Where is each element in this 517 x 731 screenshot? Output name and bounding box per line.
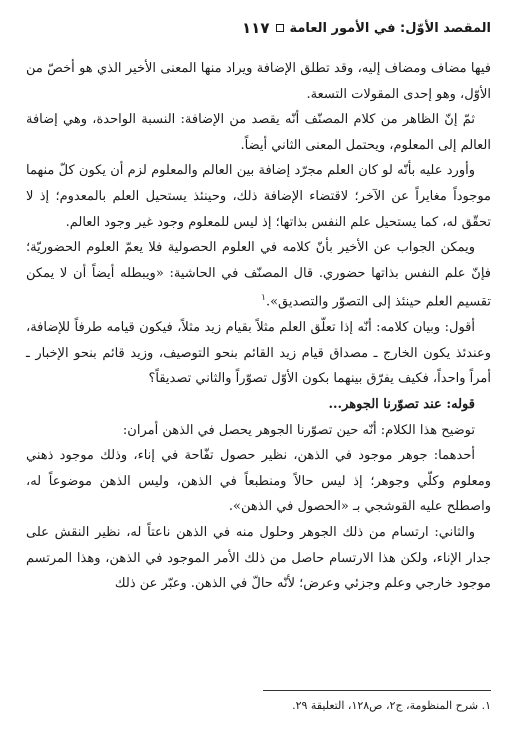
footnote — [26, 698, 491, 714]
square-separator-icon — [276, 24, 284, 32]
paragraph-5: أقول: وبيان كلامه: أنّه إذا تعلّق العلم مثلاً بقيام زيد مثلاً، فيكون قيامه طرفاً للإضافة، وعندئذ يكون الخارج ـ مصداق قيام زيد القائم بنحو التوصيف، وزيد قائم بنحو الإخبار ـ أمراً واحداً، فكيف يفرّق بينهما بكون الأوّل تصوّراً والثاني تصديقاً؟ — [26, 320, 491, 387]
paragraph-4 — [26, 235, 491, 315]
paragraph-1: فيها مضاف ومضاف إليه، وقد تطلق الإضافة ويراد منها المعنى الأخير الذي هو أخصّ من الأوّل، وهو إحدى المقولات التسعة. — [26, 61, 491, 102]
section-heading: قوله: عند تصوّرنا الجوهر... — [328, 397, 475, 413]
paragraph-8: والثاني: ارتسام من ذلك الجوهر وحلول منه في الذهن ناعتاً له، نظير النقش على جدار الإناء، ولكن هذا الارتسام حاصل من ذلك الأمر الموجود في الذهن، وهذا المرتسم موجود خارجي وعلم وجزئي وعرض؛ لأنّه حالّ في الذهن. وعبّر عن ذلك — [26, 525, 491, 592]
paragraph-4-text: ويمكن الجواب عن الأخير بأنّ كلامه في العلوم الحصولية فلا يعمّ العلوم الحضوريّة؛ فإنّ علم النفس بذاتها حضوري. قال المصنّف في الحاشية: «ويبطله أيضاً أن لا يمكن تقسيم العلم حينئذ إلى التصوّر والتصديق». — [26, 240, 491, 310]
page-number: ١١٧ — [242, 19, 270, 37]
paragraph-2: ثمّ إنّ الظاهر من كلام المصنّف أنّه يقصد من الإضافة: النسبة الواحدة، وهي إضافة العالم إلى المعلوم، ويحتمل المعنى الثاني أيضاً. — [26, 112, 491, 153]
paragraph-7: أحدهما: جوهر موجود في الذهن، نظير حصول تفّاحة في إناء، وذلك موجود ذهني ومعلوم وكلّي وجوهر؛ إذ ليس حالاً ومنطبعاً في الذهن، وليس الذهن موضوعاً له، واصطلح عليه القوشجي بـ «الحصول في الذهن». — [26, 448, 491, 515]
header-title: المقصد الأوّل: في الأمور العامة — [289, 20, 491, 36]
footnote-divider — [263, 690, 491, 691]
paragraph-6: توضيح هذا الكلام: أنّه حين تصوّرنا الجوهر يحصل في الذهن أمران: — [122, 422, 475, 438]
footnote-text: شرح المنظومة، ج٢، ص١٢٨، التعليقة ٢٩. — [292, 699, 479, 712]
body-text — [26, 56, 491, 597]
footnote-number: ١. — [481, 699, 491, 712]
paragraph-3: وأورد عليه بأنّه لو كان العلم مجرّد إضافة بين العالم والمعلوم لزم أن يكون كلّ منهما موجوداً مغايراً عن الآخر؛ لاقتضاء الإضافة ذلك، وحينئذ يستحيل العلم بالمعدوم؛ إذ لا تحقّق له، كما يستحيل علم النفس بذاتها؛ إذ ليس للمعلوم وجود غير وجود العالم. — [26, 163, 491, 230]
running-header — [26, 16, 491, 40]
footnote-reference: ١ — [261, 293, 266, 304]
